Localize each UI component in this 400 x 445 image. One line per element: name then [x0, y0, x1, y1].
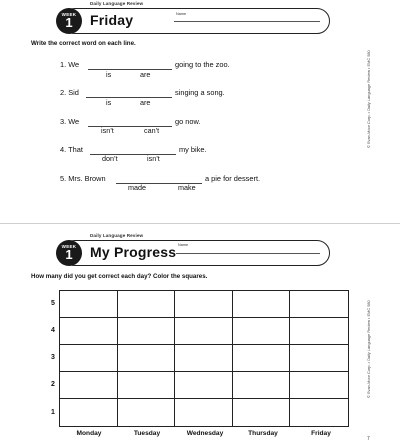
page-title: My Progress: [90, 244, 177, 260]
item-4-choice-1: don’t: [102, 154, 118, 163]
item-4-choice-2: isn’t: [147, 154, 160, 163]
day-label-wednesday: Wednesday: [186, 430, 224, 437]
item-4-after: my bike.: [179, 145, 207, 154]
item-3-after: go now.: [175, 117, 201, 126]
week-label: WEEK: [61, 12, 77, 17]
item-2-after: singing a song.: [175, 88, 225, 97]
grid-square-friday-2[interactable]: [290, 372, 348, 399]
page-title: Friday: [90, 12, 134, 28]
name-label: Name: [176, 12, 187, 16]
page-divider: [0, 223, 400, 224]
grid-square-tuesday-3[interactable]: [118, 345, 176, 372]
day-label-monday: Monday: [76, 430, 102, 437]
grid-square-friday-4[interactable]: [290, 318, 348, 345]
grid-square-wednesday-3[interactable]: [175, 345, 233, 372]
grid-square-thursday-4[interactable]: [233, 318, 291, 345]
item-5-choice-1: made: [128, 183, 146, 192]
item-1-choice-1: is: [106, 70, 112, 79]
grid-square-wednesday-1[interactable]: [175, 399, 233, 426]
grid-square-tuesday-1[interactable]: [118, 399, 176, 426]
day-label-friday: Friday: [311, 430, 331, 437]
copyright-sidebar: © Evan-Moor Corp. • Daily Language Review • EMC 580: [366, 50, 371, 148]
grid-square-friday-1[interactable]: [290, 399, 348, 426]
item-3-choice-1: isn’t: [101, 126, 114, 135]
day-label-thursday: Thursday: [248, 430, 278, 437]
week-label: WEEK: [61, 244, 77, 249]
name-label: Name: [178, 243, 189, 247]
week-badge: [56, 240, 82, 266]
grid-square-wednesday-5[interactable]: [175, 291, 233, 318]
grid-square-monday-4[interactable]: [60, 318, 118, 345]
item-5-after: a pie for dessert.: [205, 174, 261, 183]
grid-square-wednesday-4[interactable]: [175, 318, 233, 345]
copyright-sidebar: © Evan-Moor Corp. • Daily Language Review • EMC 580: [366, 300, 371, 398]
grid-square-thursday-1[interactable]: [233, 399, 291, 426]
row-label-3: 3: [51, 354, 55, 361]
item-4-before: 4. That: [60, 145, 83, 154]
grid-square-thursday-2[interactable]: [233, 372, 291, 399]
name-line: [176, 253, 320, 254]
grid-square-thursday-5[interactable]: [233, 291, 291, 318]
series-label: Daily Language Review: [90, 1, 144, 6]
instructions: How many did you get correct each day? Color the squares.: [31, 273, 208, 280]
progress-grid: [59, 290, 349, 427]
grid-square-tuesday-4[interactable]: [118, 318, 176, 345]
row-label-1: 1: [51, 409, 55, 416]
grid-square-friday-5[interactable]: [290, 291, 348, 318]
item-5-choice-2: make: [178, 183, 196, 192]
item-1-choice-2: are: [140, 70, 151, 79]
grid-square-thursday-3[interactable]: [233, 345, 291, 372]
instructions: Write the correct word on each line.: [31, 40, 136, 47]
grid-square-tuesday-2[interactable]: [118, 372, 176, 399]
item-3-before: 3. We: [60, 117, 80, 126]
item-2-choice-1: is: [106, 98, 112, 107]
item-1-after: going to the zoo.: [175, 60, 230, 69]
item-1-before: 1. We: [60, 60, 80, 69]
day-label-tuesday: Tuesday: [133, 430, 161, 437]
grid-square-monday-2[interactable]: [60, 372, 118, 399]
grid-square-wednesday-2[interactable]: [175, 372, 233, 399]
item-2-choice-2: are: [140, 98, 151, 107]
grid-square-monday-5[interactable]: [60, 291, 118, 318]
item-3-choice-2: can’t: [144, 126, 160, 135]
item-2-blank[interactable]: [86, 97, 172, 98]
item-5-before: 5. Mrs. Brown: [60, 174, 106, 183]
series-label: Daily Language Review: [90, 233, 144, 238]
grid-square-monday-3[interactable]: [60, 345, 118, 372]
row-label-4: 4: [51, 327, 55, 334]
row-label-2: 2: [51, 381, 55, 388]
row-label-5: 5: [51, 300, 55, 307]
name-line: [174, 21, 320, 22]
week-number: 1: [65, 247, 73, 262]
item-1-blank[interactable]: [88, 69, 172, 70]
grid-square-tuesday-5[interactable]: [118, 291, 176, 318]
page-number: 7: [367, 436, 370, 442]
grid-square-monday-1[interactable]: [60, 399, 118, 426]
week-number: 1: [65, 15, 73, 30]
item-2-before: 2. Sid: [60, 88, 79, 97]
grid-square-friday-3[interactable]: [290, 345, 348, 372]
week-badge: [56, 8, 82, 34]
